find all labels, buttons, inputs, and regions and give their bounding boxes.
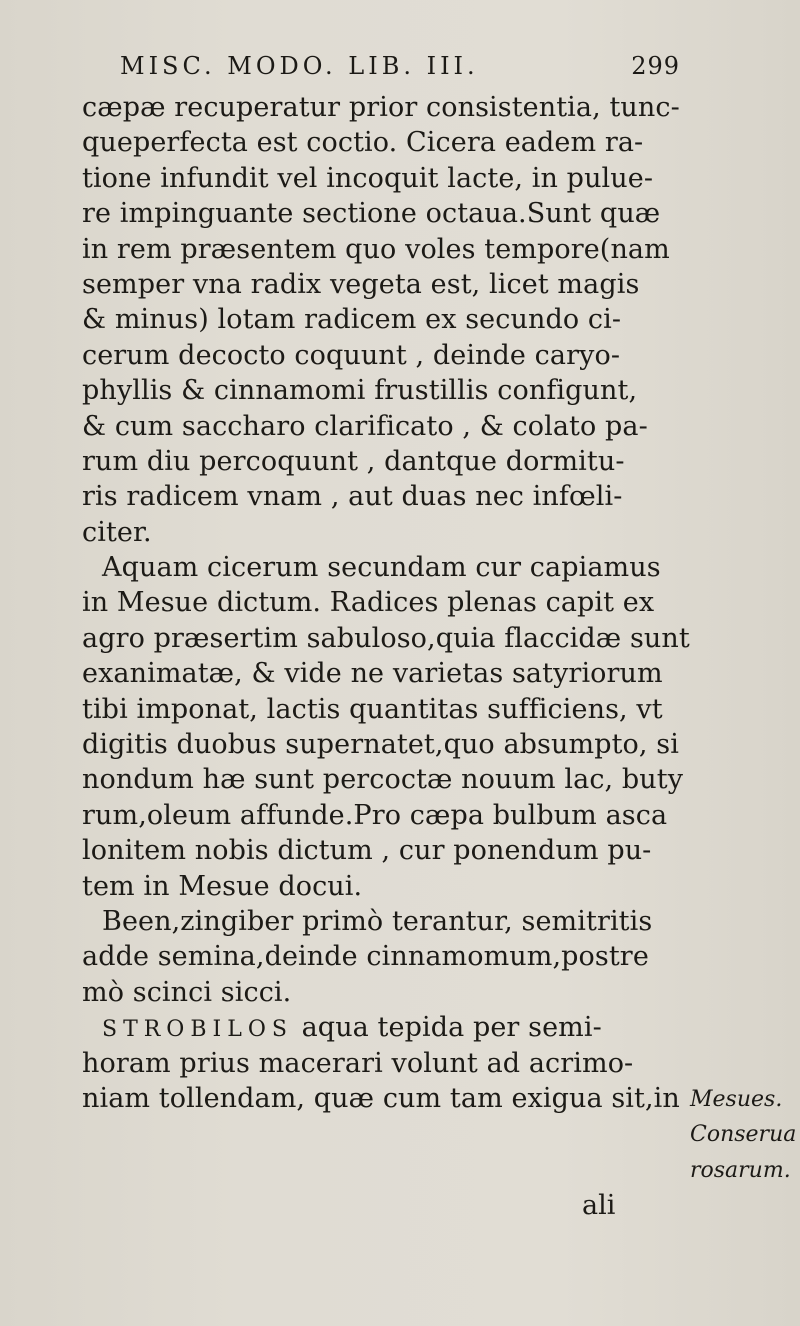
text-line: agro præsertim sabuloso,quia flaccidæ sunt xyxy=(82,622,690,654)
text-line xyxy=(82,1010,682,1045)
text-line: queperfecta est coctio. Cicera eadem ra- xyxy=(82,127,644,159)
text-line: niam tollendam, quæ cum tam exigua sit,in xyxy=(82,1082,680,1114)
text-line-rest: aqua tepida per semi- xyxy=(301,1012,602,1044)
text-line: phyllis & cinnamomi frustillis configunt, xyxy=(82,375,638,407)
text-line: tibi imponat, lactis quantitas sufficiens, vt xyxy=(82,693,663,725)
text-line: mò scinci sicci. xyxy=(82,976,292,1008)
text-line: re impinguante sectione octaua.Sunt quæ xyxy=(82,198,661,230)
text-line: in Mesue dictum. Radices plenas capit ex xyxy=(82,587,655,619)
text-line: & cum saccharo clarificato , & colato pa- xyxy=(82,410,648,442)
body-text xyxy=(82,90,690,1116)
text-line: digitis duobus supernatet,quo absumpto, si xyxy=(82,729,679,761)
text-line: lonitem nobis dictum , cur ponendum pu- xyxy=(82,835,652,867)
text-line: tione infundit vel incoquit lacte, in pulue- xyxy=(82,162,654,194)
text-line: exanimatæ, & vide ne varietas satyriorum xyxy=(82,658,663,690)
text-line: citer. xyxy=(82,516,152,548)
text-line: semper vna radix vegeta est, licet magis xyxy=(82,268,640,300)
text-line: tem in Mesue docui. xyxy=(82,870,363,902)
text-line: cerum decocto coquunt , deinde caryo- xyxy=(82,339,621,371)
margin-notes xyxy=(690,1082,800,1188)
catchword: ali xyxy=(582,1190,616,1221)
text-line: horam prius macerari volunt ad acrimo- xyxy=(82,1047,634,1079)
running-head xyxy=(120,46,680,86)
text-line: Been,zingiber primò terantur, semitritis xyxy=(102,905,653,937)
text-line: rum,oleum affunde.Pro cæpa bulbum asca xyxy=(82,799,668,831)
text-line: Aquam cicerum secundam cur capiamus xyxy=(102,552,661,584)
margin-note: Conserua xyxy=(690,1122,797,1148)
text-line: & minus) lotam radicem ex secundo ci- xyxy=(82,304,622,336)
page-number: 299 xyxy=(631,52,680,80)
margin-note: Mesues. xyxy=(690,1087,783,1112)
text-line: in rem præsentem quo voles tempore(nam xyxy=(82,233,670,265)
text-line: rum diu percoquunt , dantque dormitu- xyxy=(82,445,625,477)
text-line: ris radicem vnam , aut duas nec infœli- xyxy=(82,481,623,513)
text-line: cæpæ recuperatur prior consistentia, tunc- xyxy=(82,92,680,123)
running-title: MISC. MODO. LIB. III. xyxy=(120,52,479,80)
text-line: nondum hæ sunt percoctæ nouum lac, buty xyxy=(82,764,684,796)
lead-word: STROBILOS xyxy=(102,1017,293,1043)
text-line: adde semina,deinde cinnamomum,postre xyxy=(82,941,649,973)
margin-note: rosarum. xyxy=(690,1157,791,1183)
